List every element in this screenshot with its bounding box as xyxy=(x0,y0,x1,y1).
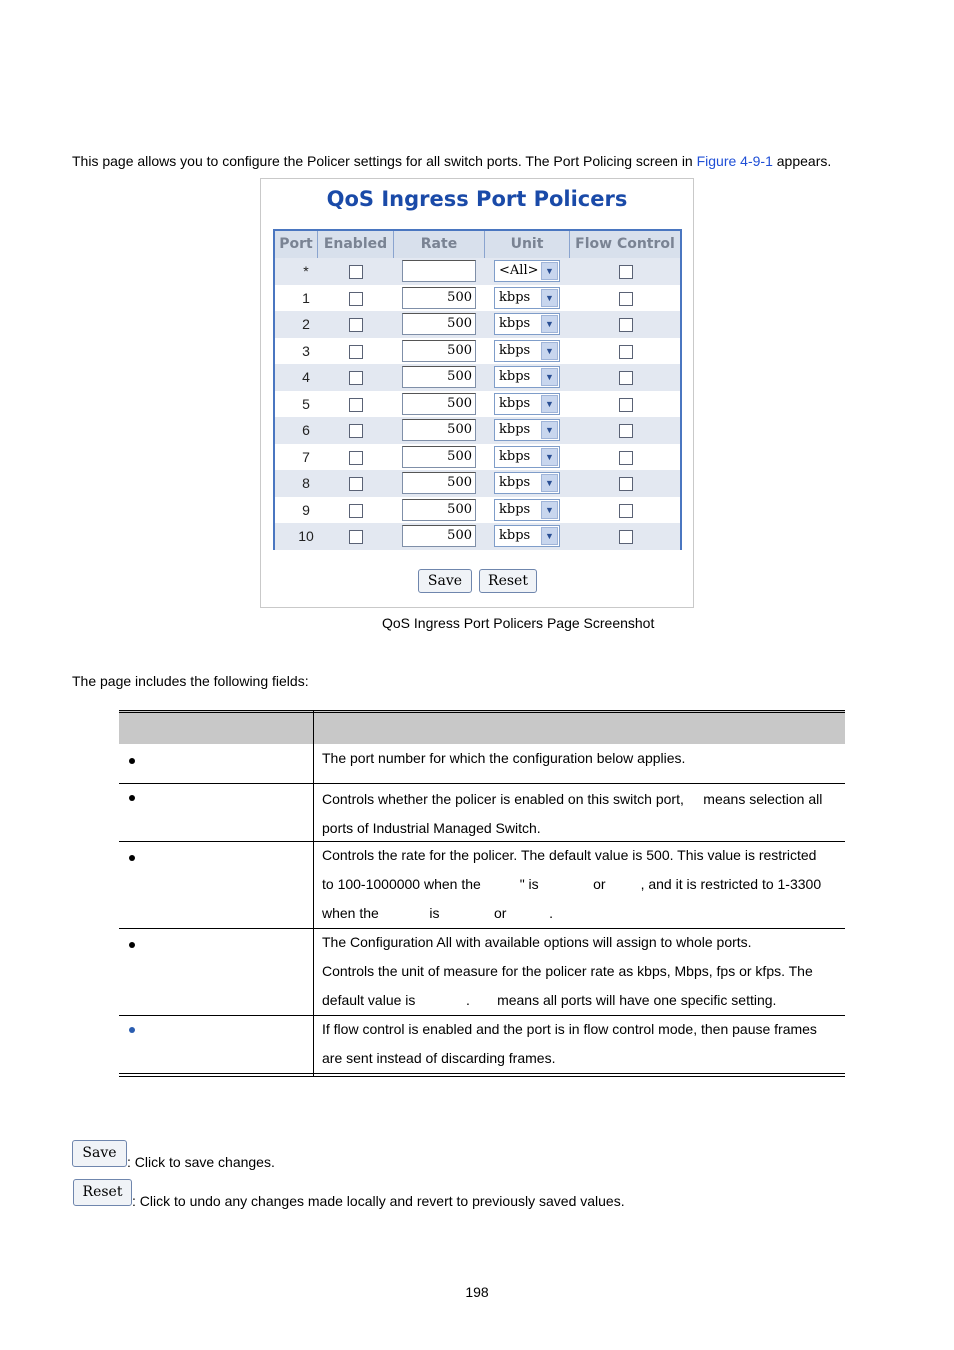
col-flow-control: Flow Control xyxy=(575,236,675,252)
chevron-down-icon[interactable]: ▼ xyxy=(541,262,558,280)
field-row xyxy=(119,783,845,842)
save-description: : Click to save changes. xyxy=(127,1154,275,1170)
enabled-checkbox[interactable] xyxy=(349,265,363,279)
bullet-icon xyxy=(129,1027,135,1033)
field-row xyxy=(119,841,845,929)
enabled-checkbox[interactable] xyxy=(349,318,363,332)
field-row xyxy=(119,928,845,1016)
field-description xyxy=(322,744,835,773)
figure-link[interactable]: Figure 4-9-1 xyxy=(696,153,773,169)
policer-row xyxy=(275,497,680,524)
rate-input[interactable]: 500 xyxy=(402,366,476,388)
enabled-checkbox[interactable] xyxy=(349,504,363,518)
chevron-down-icon[interactable]: ▼ xyxy=(541,421,558,439)
flow-control-checkbox[interactable] xyxy=(619,371,633,385)
rate-input[interactable]: 500 xyxy=(402,525,476,547)
row-port: 2 xyxy=(302,316,310,332)
field-description xyxy=(322,785,835,843)
unit-value: kbps xyxy=(499,422,531,437)
intro-paragraph xyxy=(72,153,831,169)
save-button[interactable]: Save xyxy=(418,569,472,593)
policer-row xyxy=(275,311,680,338)
row-port: 7 xyxy=(302,448,310,465)
chevron-down-icon[interactable]: ▼ xyxy=(541,368,558,386)
unit-select[interactable] xyxy=(494,287,560,309)
intro-text-before: This page allows you to configure the Policer settings for all switch ports. The Port Policing screen in xyxy=(72,153,697,169)
unit-value: <All> xyxy=(499,263,539,278)
policer-row xyxy=(275,364,680,391)
enabled-checkbox[interactable] xyxy=(349,530,363,544)
enabled-checkbox[interactable] xyxy=(349,292,363,306)
bullet-icon xyxy=(129,855,135,861)
reset-button-sample[interactable]: Reset xyxy=(73,1179,132,1206)
enabled-checkbox[interactable] xyxy=(349,477,363,491)
rate-input[interactable]: 500 xyxy=(402,419,476,441)
policer-table-header xyxy=(275,231,680,259)
field-row xyxy=(119,744,845,784)
row-port: 9 xyxy=(302,501,310,518)
unit-value: kbps xyxy=(499,475,531,490)
description-line: to 100-1000000 when the " is or , and it is restricted to 1-3300 xyxy=(322,876,822,892)
policer-row xyxy=(275,523,680,550)
intro-text-after: appears. xyxy=(772,153,832,169)
chevron-down-icon[interactable]: ▼ xyxy=(541,395,558,413)
rate-input[interactable] xyxy=(402,260,476,282)
rate-input[interactable]: 500 xyxy=(402,287,476,309)
field-row xyxy=(119,1015,845,1073)
unit-value: kbps xyxy=(499,342,531,358)
unit-value: kbps xyxy=(499,316,531,331)
flow-control-checkbox[interactable] xyxy=(619,530,633,544)
row-port: 1 xyxy=(302,289,310,306)
rate-input[interactable]: 500 xyxy=(402,472,476,494)
bullet-icon xyxy=(129,942,135,948)
page-number: 198 xyxy=(465,1284,489,1300)
row-port: 10 xyxy=(298,528,314,544)
policer-row xyxy=(275,391,680,418)
flow-control-checkbox[interactable] xyxy=(619,504,633,518)
flow-control-checkbox[interactable] xyxy=(619,451,633,465)
flow-control-checkbox[interactable] xyxy=(619,292,633,306)
row-port: * xyxy=(303,263,309,279)
unit-select[interactable] xyxy=(494,525,560,547)
col-unit: Unit xyxy=(485,231,570,258)
flow-control-checkbox[interactable] xyxy=(619,345,633,359)
bullet-icon xyxy=(129,758,135,764)
field-description xyxy=(322,928,835,1015)
unit-value: kbps xyxy=(499,369,531,384)
field-description xyxy=(322,841,835,928)
unit-value: kbps xyxy=(499,528,531,543)
screenshot-title: QoS Ingress Port Policers xyxy=(326,187,628,211)
description-line: Controls the rate for the policer. The default value is 500. This value is restricted xyxy=(322,847,817,863)
chevron-down-icon[interactable]: ▼ xyxy=(541,342,558,360)
row-port: 6 xyxy=(302,422,310,438)
row-port: 3 xyxy=(302,342,310,359)
rate-input[interactable]: 500 xyxy=(402,313,476,335)
flow-control-checkbox[interactable] xyxy=(619,477,633,491)
enabled-checkbox[interactable] xyxy=(349,451,363,465)
unit-select[interactable] xyxy=(494,313,560,335)
row-port: 4 xyxy=(302,369,310,385)
unit-select[interactable] xyxy=(494,419,560,441)
unit-select[interactable] xyxy=(494,472,560,494)
figure-caption: QoS Ingress Port Policers Page Screenshot xyxy=(382,615,655,631)
flow-control-checkbox[interactable] xyxy=(619,318,633,332)
policer-row xyxy=(275,338,680,365)
enabled-checkbox[interactable] xyxy=(349,424,363,438)
description-line: If flow control is enabled and the port is in flow control mode, then pause frames xyxy=(322,1021,817,1037)
unit-value: kbps xyxy=(499,501,531,517)
unit-value: kbps xyxy=(499,448,531,464)
bullet-icon xyxy=(129,795,135,801)
policer-row xyxy=(275,470,680,497)
fields-table-header xyxy=(119,710,845,744)
field-description xyxy=(322,1015,835,1073)
col-enabled: Enabled xyxy=(318,231,394,258)
chevron-down-icon[interactable]: ▼ xyxy=(541,527,558,545)
reset-description: : Click to undo any changes made locally and revert to previously saved values. xyxy=(132,1193,625,1209)
flow-control-checkbox[interactable] xyxy=(619,398,633,412)
chevron-down-icon[interactable]: ▼ xyxy=(541,289,558,307)
flow-control-checkbox[interactable] xyxy=(619,424,633,438)
enabled-checkbox[interactable] xyxy=(349,398,363,412)
save-button-sample[interactable]: Save xyxy=(72,1140,127,1167)
rate-input[interactable]: 500 xyxy=(402,393,476,415)
description-line: ports of Industrial Managed Switch. xyxy=(322,820,541,836)
description-line: Controls whether the policer is enabled on this switch port, means selection all xyxy=(322,791,823,807)
unit-select[interactable] xyxy=(494,446,560,468)
description-line: are sent instead of discarding frames. xyxy=(322,1050,556,1066)
row-port: 5 xyxy=(302,395,310,412)
unit-select[interactable] xyxy=(494,366,560,388)
rate-input[interactable]: 500 xyxy=(402,446,476,468)
policer-row xyxy=(275,258,680,285)
reset-button[interactable]: Reset xyxy=(479,569,537,593)
chevron-down-icon[interactable]: ▼ xyxy=(541,315,558,333)
col-port: Port xyxy=(275,231,318,258)
enabled-checkbox[interactable] xyxy=(349,371,363,385)
col-rate: Rate xyxy=(394,231,485,258)
unit-select[interactable] xyxy=(494,499,560,521)
policer-table xyxy=(273,229,682,550)
fields-table-bottom-rule xyxy=(119,1073,845,1077)
rate-input[interactable]: 500 xyxy=(402,499,476,521)
unit-select[interactable] xyxy=(494,340,560,362)
policer-row xyxy=(275,444,680,471)
enabled-checkbox[interactable] xyxy=(349,345,363,359)
chevron-down-icon[interactable]: ▼ xyxy=(541,501,558,519)
row-port: 8 xyxy=(302,475,310,491)
unit-value: kbps xyxy=(499,289,531,305)
unit-select[interactable] xyxy=(494,393,560,415)
rate-input[interactable]: 500 xyxy=(402,340,476,362)
description-line: The Configuration All with available options will assign to whole ports. xyxy=(322,934,752,950)
screenshot-figure xyxy=(260,178,694,608)
policer-row xyxy=(275,417,680,444)
policer-row xyxy=(275,285,680,312)
unit-value: kbps xyxy=(499,395,531,411)
fields-intro: The page includes the following fields: xyxy=(72,673,309,689)
flow-control-checkbox[interactable] xyxy=(619,265,633,279)
description-line: The port number for which the configuration below applies. xyxy=(322,750,686,766)
description-line: Controls the unit of measure for the policer rate as kbps, Mbps, fps or kfps. The xyxy=(322,963,813,979)
unit-select[interactable] xyxy=(494,260,560,282)
chevron-down-icon[interactable]: ▼ xyxy=(541,474,558,492)
description-line: default value is . means all ports will have one specific setting. xyxy=(322,992,777,1008)
description-line: when the is or . xyxy=(322,905,554,921)
chevron-down-icon[interactable]: ▼ xyxy=(541,448,558,466)
